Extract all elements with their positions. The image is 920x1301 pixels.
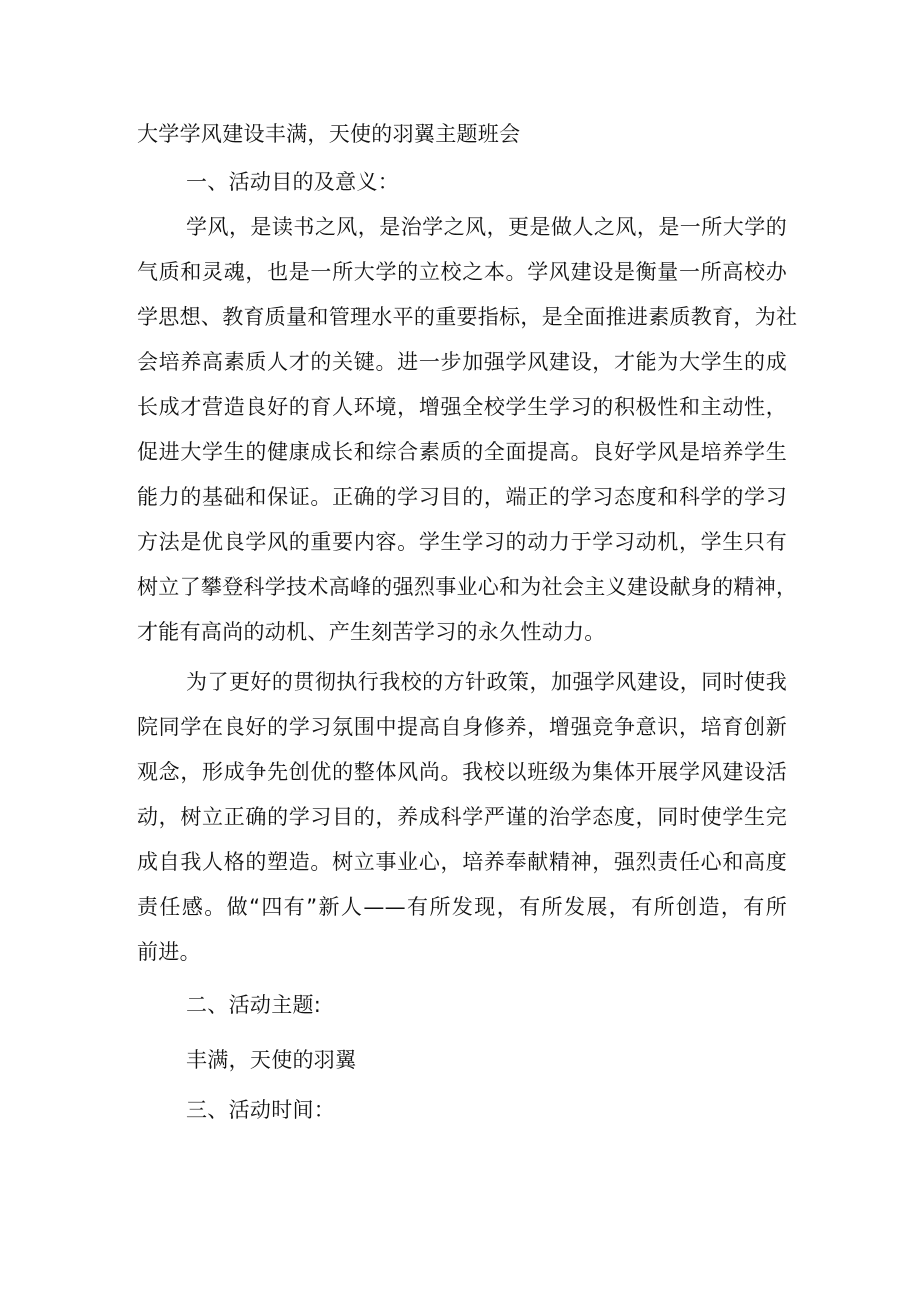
paragraph-line: 责任感。做“四有”新人——有所发现，有所发展，有所创造，有所	[137, 895, 787, 919]
document-title: 大学学风建设丰满，天使的羽翼主题班会	[137, 122, 521, 146]
paragraph-line: 促进大学生的健康成长和综合素质的全面提高。良好学风是培养学生	[137, 440, 787, 464]
paragraph-line: 学风，是读书之风，是治学之风，更是做人之风，是一所大学的	[186, 215, 787, 239]
section-heading-theme: 二、活动主题:	[186, 993, 322, 1017]
paragraph-line: 长成才营造良好的育人环境，增强全校学生学习的积极性和主动性，	[137, 395, 787, 419]
paragraph-line: 院同学在良好的学习氛围中提高自身修养，增强竞争意识，培育创新	[137, 715, 787, 739]
paragraph-line: 成自我人格的塑造。树立事业心，培养奉献精神，强烈责任心和高度	[137, 850, 787, 874]
section-heading-purpose: 一、活动目的及意义：	[186, 170, 399, 194]
paragraph-line: 为了更好的贯彻执行我校的方针政策，加强学风建设，同时使我	[186, 670, 787, 694]
theme-text: 丰满，天使的羽翼	[186, 1048, 357, 1072]
paragraph-line: 学思想、教育质量和管理水平的重要指标，是全面推进素质教育，为社	[137, 305, 798, 329]
paragraph-line: 能力的基础和保证。正确的学习目的，端正的学习态度和科学的学习	[137, 485, 787, 509]
paragraph-line: 方法是优良学风的重要内容。学生学习的动力于学习动机，学生只有	[137, 530, 787, 554]
section-heading-time: 三、活动时间：	[186, 1098, 336, 1122]
paragraph-line: 会培养高素质人才的关键。进一步加强学风建设，才能为大学生的成	[137, 350, 787, 374]
paragraph-line: 气质和灵魂，也是一所大学的立校之本。学风建设是衡量一所高校办	[137, 260, 787, 284]
paragraph-line: 树立了攀登科学技术高峰的强烈事业心和为社会主义建设献身的精神，	[137, 575, 798, 599]
paragraph-line: 才能有高尚的动机、产生刻苦学习的永久性动力。	[137, 620, 606, 644]
paragraph-line: 前进。	[137, 940, 201, 964]
paragraph-line: 观念，形成争先创优的整体风尚。我校以班级为集体开展学风建设活	[137, 760, 787, 784]
paragraph-line: 动，树立正确的学习目的，养成科学严谨的治学态度，同时使学生完	[137, 805, 787, 829]
